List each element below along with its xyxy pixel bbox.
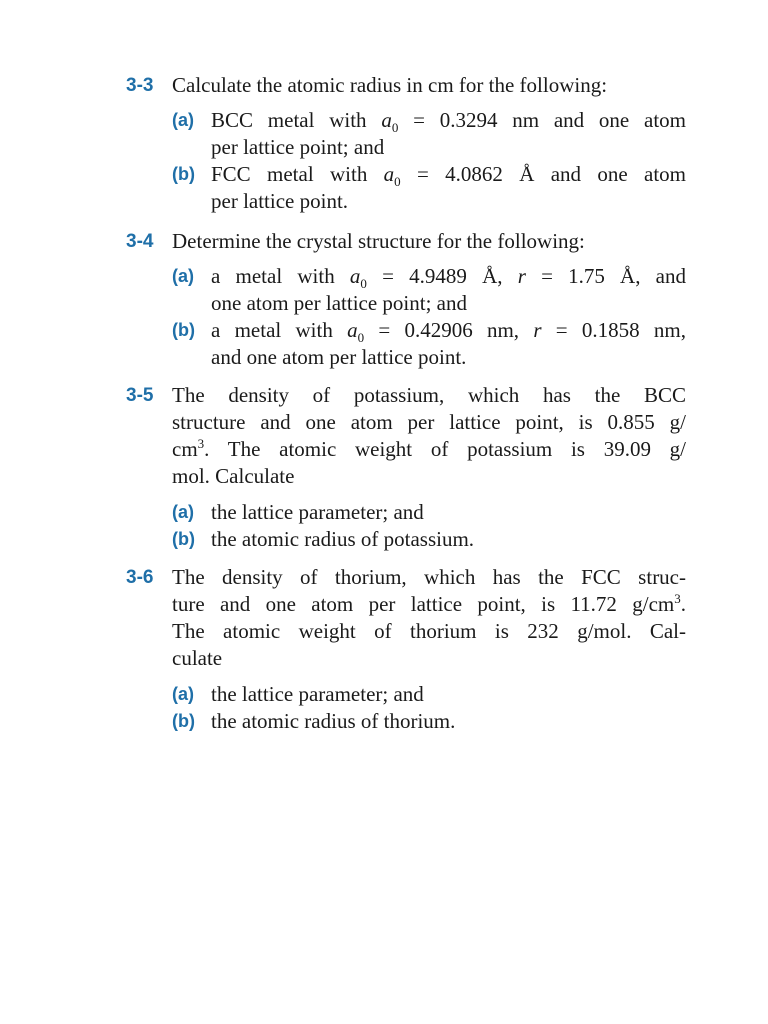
problem-number: 3-4	[126, 231, 154, 252]
part-label: (b)	[172, 711, 195, 731]
problem-3-6	[126, 564, 686, 735]
stem-line: $cm^3$. The atomic weight of potassium is 39.09 g/	[172, 436, 686, 461]
stem-line: The density of thorium, which has the FCC struc-	[172, 565, 686, 589]
stem-line: The atomic weight of thorium is 232 g/mol. Cal-	[172, 619, 686, 643]
part-label: (b)	[172, 164, 195, 184]
stem-line: mol. Calculate	[172, 464, 295, 488]
part-a	[172, 499, 686, 526]
stem-line: The density of potassium, which has the BCC	[172, 383, 686, 407]
problem-parts	[172, 107, 686, 215]
problem-parts	[172, 681, 686, 735]
part-b	[172, 708, 686, 735]
part-text: the atomic radius of thorium.	[211, 709, 456, 733]
problem-number: 3-5	[126, 385, 154, 406]
part-text-line2: one atom per lattice point; and	[211, 291, 467, 315]
problem-number: 3-6	[126, 567, 154, 588]
problem-3-5	[126, 382, 686, 553]
part-a	[172, 263, 686, 317]
part-text-line2: per lattice point; and	[211, 135, 385, 159]
problem-stem: Determine the crystal structure for the following:	[172, 229, 585, 253]
part-label: (b)	[172, 320, 195, 340]
part-text-line2: per lattice point.	[211, 189, 349, 213]
part-text: the lattice parameter; and	[211, 682, 424, 706]
part-text-line2: and one atom per lattice point.	[211, 345, 467, 369]
part-text-line1: BCC metal with $a_0 = 0.3294$ nm and one atom	[211, 108, 686, 136]
problem-3-3	[126, 72, 686, 215]
part-label: (a)	[172, 684, 194, 704]
problem-stem	[172, 382, 686, 490]
part-text: the lattice parameter; and	[211, 500, 424, 524]
problem-parts	[172, 499, 686, 553]
problem-3-4	[126, 228, 686, 371]
part-text-line1: FCC metal with $a_0 = 4.0862$ Å and one atom	[211, 162, 686, 190]
part-b	[172, 161, 686, 215]
part-b	[172, 317, 686, 371]
problem-stem: Calculate the atomic radius in cm for the following:	[172, 73, 608, 97]
problem-stem	[172, 564, 686, 672]
part-b	[172, 526, 686, 553]
part-label: (b)	[172, 529, 195, 549]
part-text-line1: a metal with $a_0 = 4.9489$ Å, r = 1.75 Å, and	[211, 264, 686, 292]
stem-line: structure and one atom per lattice point, is 0.855 g/	[172, 410, 686, 434]
problem-number: 3-3	[126, 75, 154, 96]
part-text-line1: a metal with $a_0 = 0.42906$ nm, r = 0.1858 nm,	[211, 318, 686, 346]
part-a	[172, 681, 686, 708]
part-label: (a)	[172, 266, 194, 286]
problem-parts	[172, 263, 686, 371]
part-label: (a)	[172, 502, 194, 522]
part-text: the atomic radius of potassium.	[211, 527, 475, 551]
stem-line: ture and one atom per lattice point, is 11.72 $g/cm^3$.	[172, 591, 686, 616]
part-label: (a)	[172, 110, 194, 130]
part-a	[172, 107, 686, 161]
stem-line: culate	[172, 646, 223, 670]
